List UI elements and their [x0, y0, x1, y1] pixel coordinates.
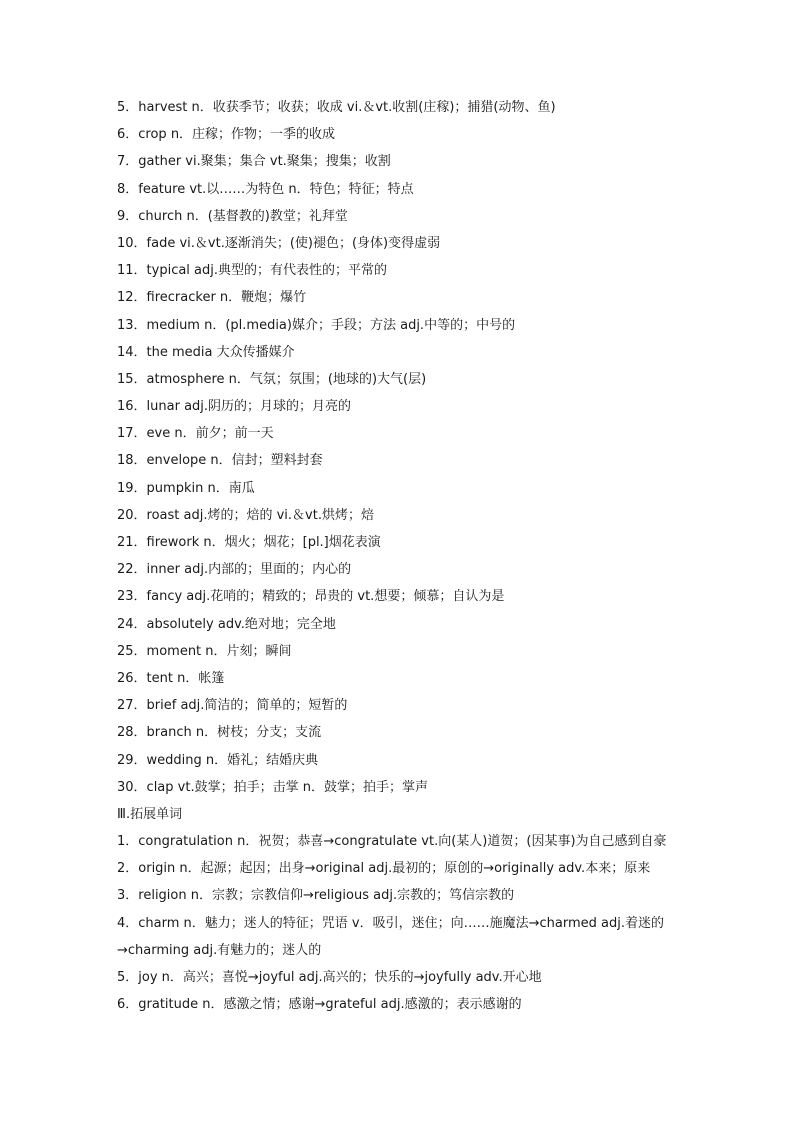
- list-item: 9．church n．(基督教的)教堂；礼拜堂: [117, 208, 348, 224]
- list-item: 5．joy n．高兴；喜悦→joyful adj.高兴的；快乐的→joyfully adv.开心地: [117, 970, 542, 985]
- list-item: 6．crop n．庄稼；作物；一季的收成: [117, 127, 336, 143]
- vocabulary-list: [117, 94, 717, 1018]
- list-item: 30．clap vt.鼓掌；拍手；击掌 n．鼓掌；拍手；掌声: [117, 779, 428, 795]
- list-item: 13．medium n．(pl.media)媒介；手段；方法 adj.中等的；中号的: [117, 317, 516, 333]
- list-item: 2．origin n．起源；起因；出身→original adj.最初的；原创的→originally adv.本来；原来: [117, 861, 651, 877]
- list-item: 4．charm n．魅力；迷人的特征；咒语 v．吸引，迷住；向……施魔法→charmed adj.着迷的: [117, 915, 664, 931]
- list-item: 1．congratulation n．祝贺；恭喜→congratulate vt.向(某人)道贺；(因某事)为自己感到自豪: [117, 834, 667, 850]
- list-item: 17．eve n．前夕；前一天: [117, 426, 274, 442]
- list-item: 7．gather vi.聚集；集合 vt.聚集；搜集；收割: [117, 154, 391, 170]
- list-item: 5．harvest n．收获季节；收获；收成 vi.＆vt.收割(庄稼)；捕猎(动物、鱼): [117, 100, 556, 115]
- list-item: 8．feature vt.以……为特色 n．特色；特征；特点: [117, 181, 414, 197]
- list-item: 23．fancy adj.花哨的；精致的；昂贵的 vt.想要；倾慕；自认为是: [117, 589, 505, 605]
- list-item: 19．pumpkin n．南瓜: [117, 480, 255, 496]
- list-item: 15．atmosphere n．气氛；氛围；(地球的)大气(层): [117, 371, 427, 387]
- list-item: 27．brief adj.简洁的；简单的；短暂的: [117, 698, 348, 714]
- list-item: 25．moment n．片刻；瞬间: [117, 643, 292, 659]
- list-item: 10．fade vi.＆vt.逐渐消失；(使)褪色；(身体)变得虚弱: [117, 235, 441, 251]
- list-item: 11．typical adj.典型的；有代表性的；平常的: [117, 263, 388, 279]
- list-item: 12．firecracker n．鞭炮；爆竹: [117, 290, 307, 306]
- section-heading: Ⅲ.拓展单词: [117, 806, 183, 822]
- list-item-continuation: →charming adj.有魅力的；迷人的: [117, 942, 322, 958]
- list-item: 21．firework n．烟火；烟花；[pl.]烟花表演: [117, 535, 381, 550]
- list-item: 18．envelope n．信封；塑料封套: [117, 453, 323, 469]
- list-item: 6．gratitude n．感激之情；感谢→grateful adj.感激的；表示感谢的: [117, 997, 522, 1013]
- list-item: 16．lunar adj.阴历的；月球的；月亮的: [117, 399, 352, 415]
- list-item: 24．absolutely adv.绝对地；完全地: [117, 616, 336, 632]
- list-item: 22．inner adj.内部的；里面的；内心的: [117, 562, 352, 578]
- list-item: 14．the media 大众传播媒介: [117, 344, 295, 360]
- list-item: 28．branch n．树枝；分支；支流: [117, 725, 322, 741]
- list-item: 3．religion n．宗教；宗教信仰→religious adj.宗教的；笃信宗教的: [117, 888, 515, 904]
- list-item: 20．roast adj.烤的；焙的 vi.＆vt.烘烤；焙: [117, 507, 374, 523]
- list-item: 26．tent n．帐篷: [117, 670, 225, 686]
- list-item: 29．wedding n．婚礼；结婚庆典: [117, 752, 319, 768]
